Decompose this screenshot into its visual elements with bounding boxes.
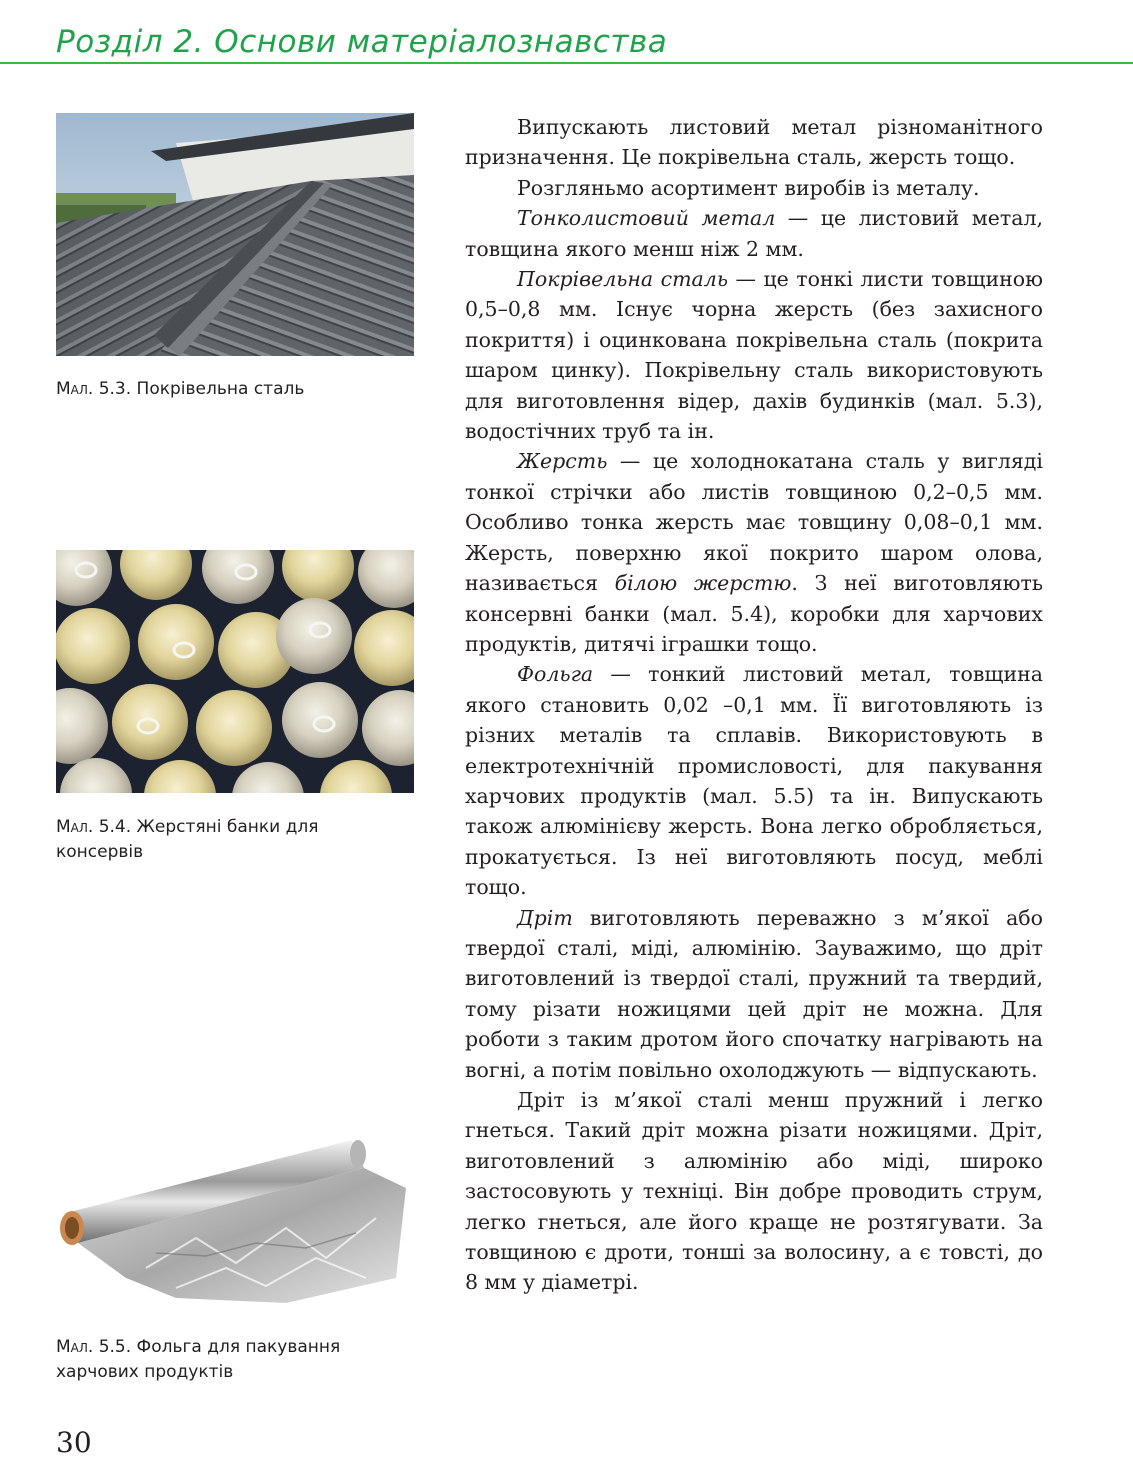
paragraph: Випускають листовий метал різноманітного призначення. Це покрівельна сталь, жерсть тощо. (465, 115, 1043, 170)
roof-steel-photo (56, 113, 414, 356)
term: Покрівельна сталь (517, 267, 728, 292)
figure-caption-5-5: Мал. 5.5. Фольга для пакування харчових продуктів (56, 1337, 341, 1382)
foil-roll-photo (56, 1128, 414, 1318)
term: Фольга (517, 662, 594, 687)
term: Тонколистовий метал (517, 206, 776, 231)
tin-cans-photo (56, 550, 414, 793)
paragraph: Дріт із м’якої сталі менш пружний і легко гнеться. Такий дріт можна різати ножицями. Дріт, виготовлений з алюмінію або міді, широко застосовують у техніці. Він добре проводить струм, легко гнеться, але його краще не розтягувати. За товщиною є дроти, тонші за волосину, а є товсті, до 8 мм у діаметрі. (465, 1088, 1043, 1295)
body-text (465, 112, 1043, 1298)
section-title: Розділ 2. Основи матеріалознавства (56, 24, 668, 60)
term: Жерсть (517, 449, 608, 474)
term: Дріт (517, 905, 573, 930)
figure-foil-roll (56, 1128, 414, 1318)
figure-caption-5-4: Мал. 5.4. Жерстяні банки для консервів (56, 817, 319, 862)
term: білою жерстю (614, 571, 792, 596)
paragraph: Дріт виготовляють переважно з м’якої або твердої сталі, міді, алюмінію. Зауважимо, що дріт виготовлений із твердої сталі, пружний та твердий, тому різати ножицями цей дріт не можна. Для роботи з таким дротом його спочатку нагрівають на вогні, а потім повільно охолоджують — відпускають. (465, 905, 1043, 1082)
paragraph: Розгляньмо асортимент виробів із металу. (517, 175, 980, 200)
paragraph: Фольга — тонкий листовий метал, товщина якого становить 0,02 –0,1 мм. Її виготовляють із різних металів та сплавів. Використовують в електротехнічній промисловості, для пакування харчових продуктів (мал. 5.5) та ін. Випускають також алюмінієву жерсть. Вона легко обробляється, прокатується. Із неї виготовляють посуд, меблі тощо. (465, 662, 1043, 900)
paragraph: Покрівельна сталь — це тонкі листи товщиною 0,5–0,8 мм. Існує чорна жерсть (без захисного покриття) і оцинкована покрівельна сталь (покрита шаром цинку). Покрівельну сталь використовують для виготовлення відер, дахів будинків (мал. 5.3), водостічних труб та ін. (465, 267, 1043, 444)
page-number: 30 (56, 1426, 92, 1459)
header-rule (0, 62, 1133, 64)
figure-caption-5-3: Мал. 5.3. Покрівельна сталь (56, 379, 305, 399)
figure-tin-cans (56, 550, 414, 793)
figure-roof-steel (56, 113, 414, 356)
page-header (0, 0, 1133, 66)
paragraph: Жерсть — це холоднокатана сталь у вигляді тонкої стрічки або листів товщиною 0,2–0,5 мм. Особливо тонка жерсть має товщину 0,08–0,1 мм. Жерсть, поверхню якої покрито шаром олова, називається білою жерстю. З неї виготовляють консервні банки (мал. 5.4), коробки для харчових продуктів, дитячі іграшки тощо. (465, 449, 1043, 656)
paragraph: Тонколистовий метал — це листовий метал, товщина якого менш ніж 2 мм. (465, 206, 1043, 261)
